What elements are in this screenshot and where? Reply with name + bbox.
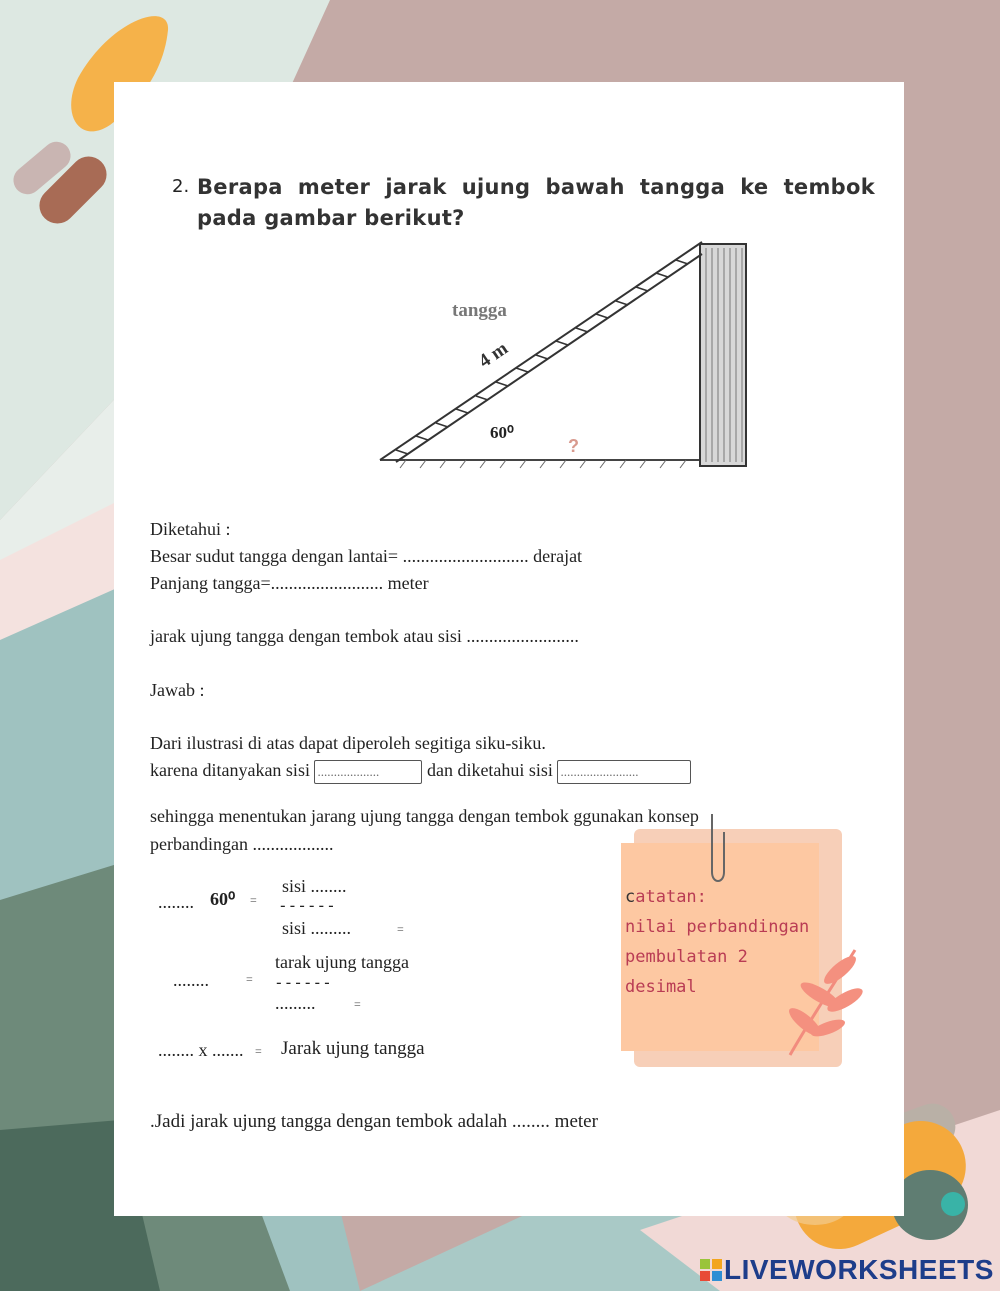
- eq1-angle: 60⁰: [210, 889, 236, 909]
- jawab-known-text: dan diketahui sisi: [426, 760, 553, 781]
- diketahui-line-side: [150, 626, 579, 647]
- diketahui-heading: Diketahui :: [150, 519, 231, 539]
- conclusion-line: .Jadi jarak ujung tangga dengan tembok adalah ........ meter: [150, 1111, 598, 1132]
- ladder-figure: [366, 238, 754, 496]
- eq2-denominator[interactable]: .........: [275, 993, 316, 1013]
- diketahui-angle-unit: derajat: [533, 546, 583, 566]
- eq1-numerator[interactable]: sisi ........: [282, 876, 347, 896]
- wall-shape: [700, 244, 746, 466]
- jawab-line-1: Dari ilustrasi di atas dapat diperoleh segitiga siku-siku.: [150, 733, 546, 753]
- question-number: 2.: [172, 176, 190, 197]
- eq1-fraction-bar: ------: [278, 896, 336, 915]
- diketahui-length-unit: meter: [387, 573, 429, 593]
- eq1-denominator[interactable]: sisi .........: [282, 918, 352, 938]
- eq3-left-field[interactable]: ........ x .......: [158, 1040, 244, 1060]
- side-answer-field[interactable]: .........................: [466, 626, 579, 646]
- jawab-heading: Jawab :: [150, 680, 205, 700]
- concept-answer-field[interactable]: ..................: [252, 834, 334, 854]
- ladder-shape: [380, 242, 702, 462]
- note-content: [625, 882, 845, 1002]
- diketahui-angle-text: Besar sudut tangga dengan lantai=: [150, 546, 399, 566]
- question-text: Berapa meter jarak ujung bawah tangga ke tembok pada gambar berikut?: [197, 175, 875, 230]
- length-answer-field[interactable]: .........................: [270, 573, 384, 593]
- eq2-left-field[interactable]: ........: [173, 970, 209, 990]
- jawab-line-3: sehingga menentukan jarang ujung tangga dengan tembok ggunakan konsep: [150, 806, 699, 826]
- figure-label-angle: 60⁰: [490, 423, 514, 442]
- diketahui-line-length: [150, 573, 429, 594]
- figure-label-tangga: tangga: [452, 300, 507, 321]
- known-side-input[interactable]: ........................: [557, 760, 691, 784]
- jawab-line-4: [150, 834, 333, 855]
- note-first-char: c: [625, 887, 636, 907]
- eq2-equals: =: [246, 972, 253, 986]
- liveworksheets-icon: [700, 1259, 722, 1281]
- eq1-equals-2: =: [397, 922, 404, 936]
- brand-name: LIVEWORKSHEETS: [724, 1254, 994, 1285]
- diketahui-length-text: Panjang tangga=: [150, 573, 271, 593]
- eq3-right: Jarak ujung tangga: [281, 1038, 425, 1059]
- figure-label-unknown: ?: [568, 436, 579, 456]
- eq2-fraction-bar: ------: [274, 973, 332, 992]
- jawab-asked-text: karena ditanyakan sisi: [150, 760, 310, 781]
- asked-side-input[interactable]: ...................: [314, 760, 422, 784]
- liveworksheets-logo: [700, 1254, 994, 1286]
- paperclip-icon: [700, 812, 730, 892]
- angle-answer-field[interactable]: ............................: [402, 546, 529, 566]
- eq2-equals-2: =: [354, 997, 361, 1011]
- eq3-equals: =: [255, 1044, 262, 1058]
- eq1-equals: =: [250, 893, 257, 907]
- jawab-line-2: [150, 760, 691, 784]
- eq2-numerator: tarak ujung tangga: [275, 952, 409, 972]
- diketahui-side-text: jarak ujung tangga dengan tembok atau sisi: [150, 626, 462, 646]
- eq1-left-field[interactable]: ........: [158, 892, 194, 912]
- diketahui-line-angle: [150, 546, 582, 567]
- note-body: nilai perbandingan pembulatan 2 desimal: [625, 917, 810, 997]
- jawab-concept-text: perbandingan: [150, 834, 248, 854]
- figure-label-length: 4 m: [475, 337, 512, 373]
- note-title: atatan:: [635, 887, 707, 907]
